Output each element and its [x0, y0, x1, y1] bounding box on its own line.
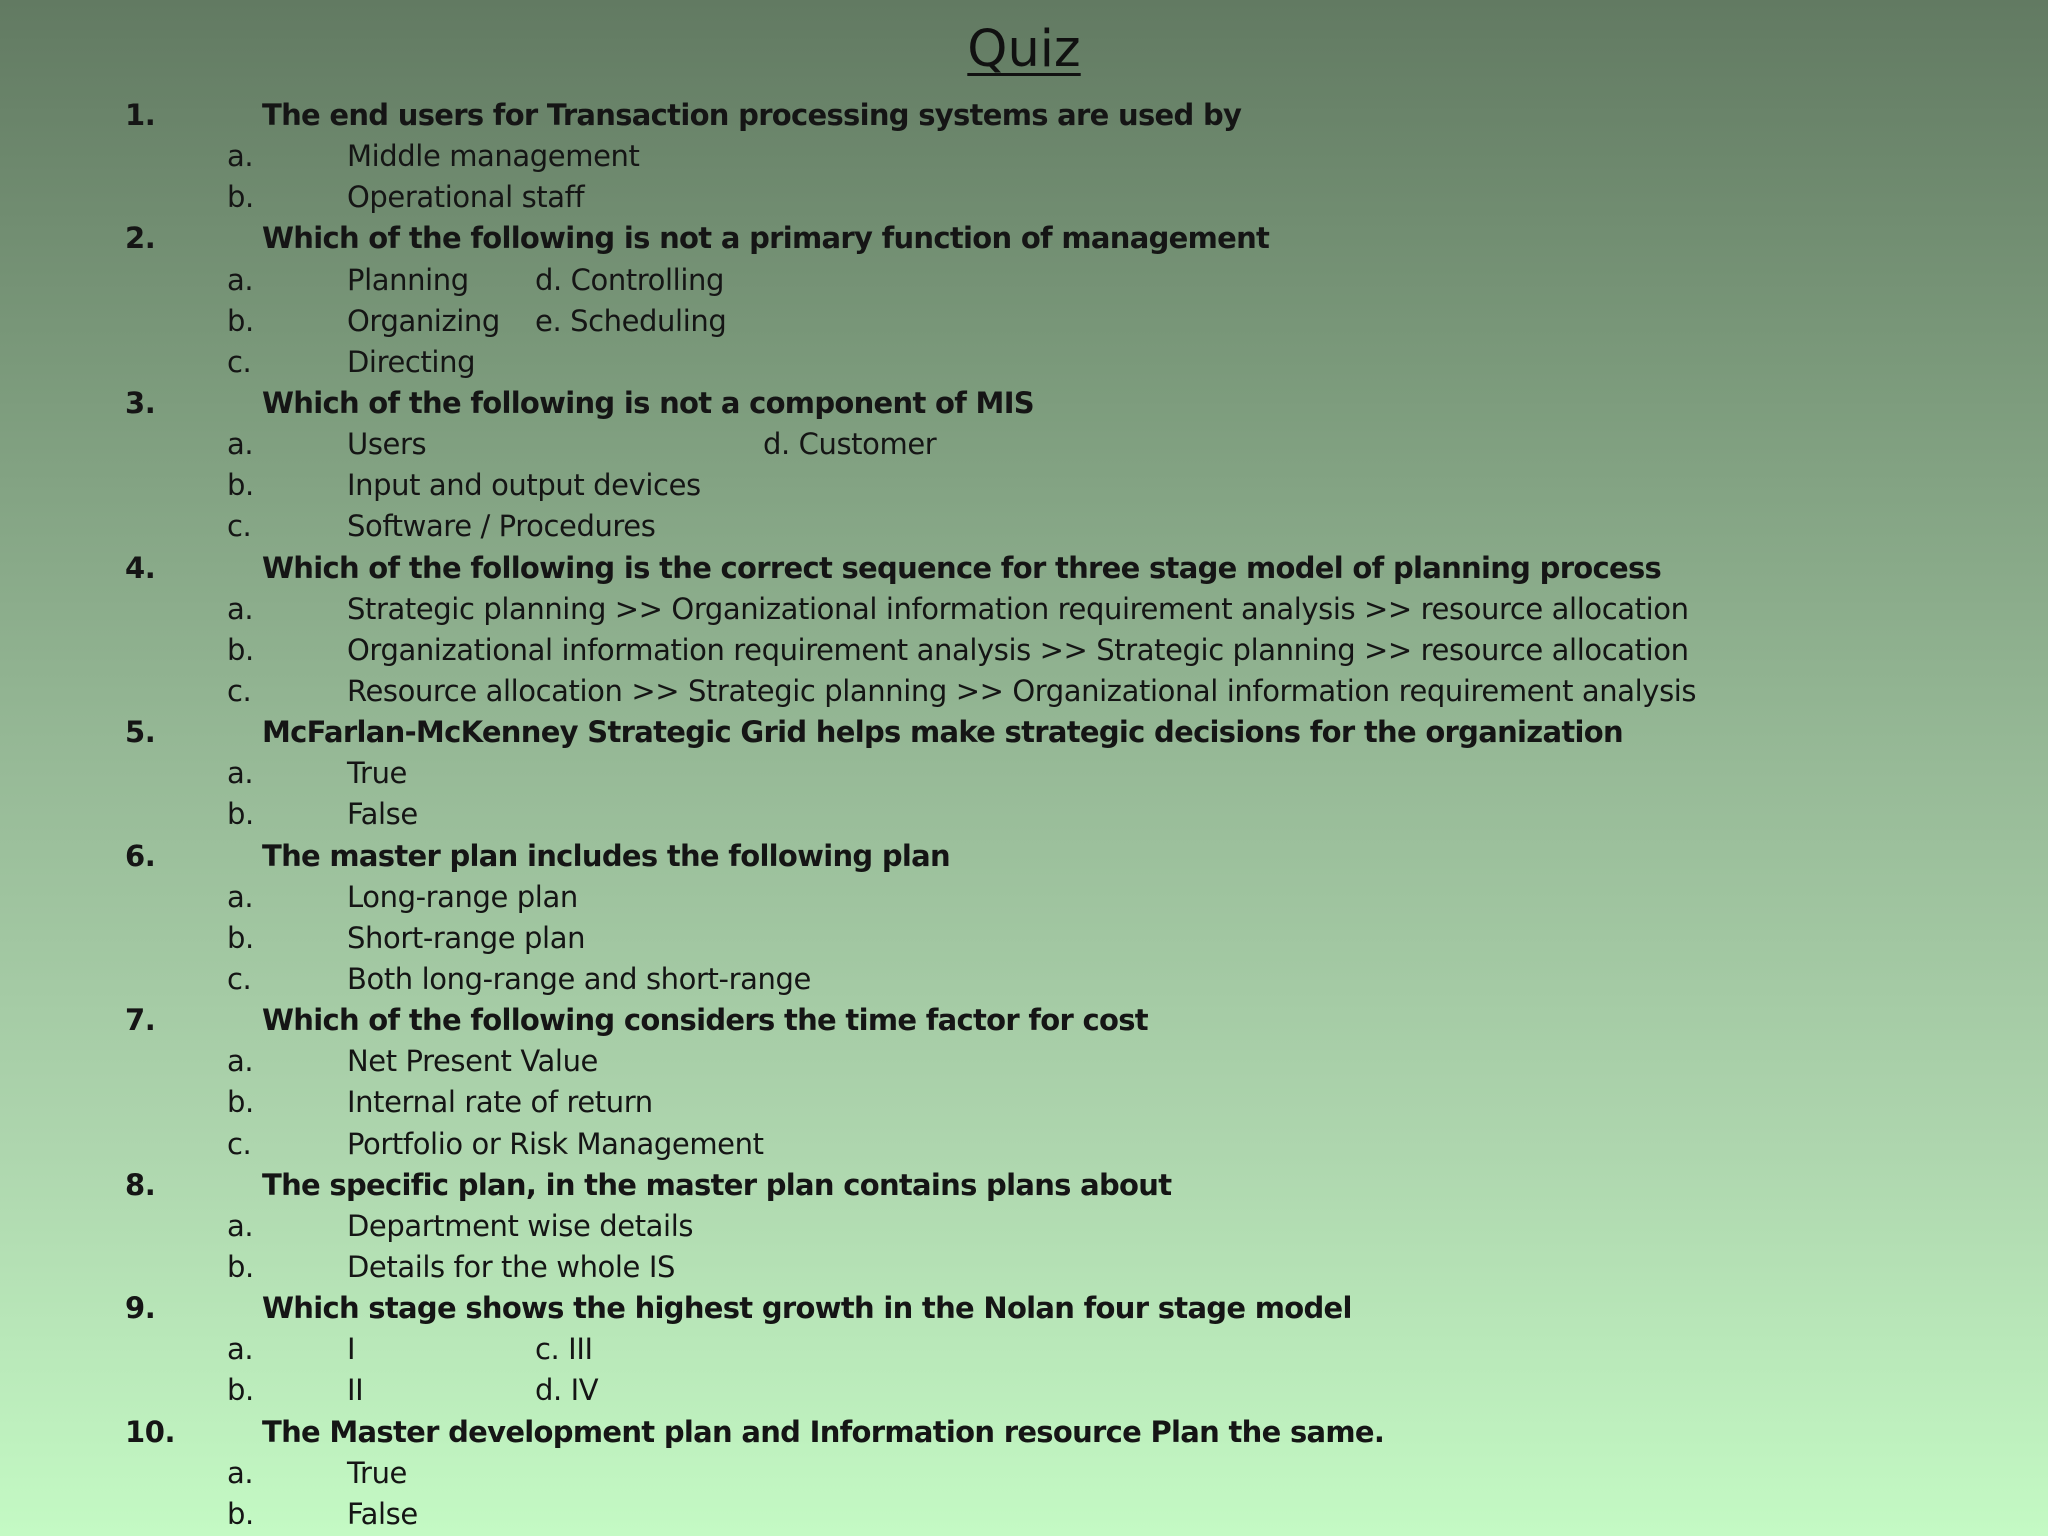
option-6b: [0, 918, 2048, 959]
option-letter: b.: [227, 1373, 254, 1408]
option-letter: b.: [227, 797, 254, 832]
option-5a: [0, 753, 2048, 794]
question-3: [0, 383, 2048, 424]
question-text: The end users for Transaction processing systems are used by: [262, 98, 1242, 132]
question-5: [0, 712, 2048, 753]
option-5b: [0, 794, 2048, 835]
option-letter: a.: [227, 591, 254, 626]
option-letter: b.: [227, 1085, 254, 1120]
option-text: Portfolio or Risk Management: [347, 1126, 764, 1161]
option-text: Organizational information requirement analysis >> Strategic planning >> resource allocation: [347, 632, 1689, 667]
option-letter: a.: [227, 262, 254, 297]
option-text: Directing: [347, 344, 476, 379]
option-letter: b.: [227, 180, 254, 215]
option-text: Net Present Value: [347, 1044, 598, 1079]
question-number: 10.: [125, 1414, 176, 1449]
question-7: [0, 1000, 2048, 1041]
option-1b: [0, 177, 2048, 218]
option-letter: b.: [227, 1249, 254, 1284]
option-letter: a.: [227, 427, 254, 462]
option-9c: c. III: [535, 1332, 593, 1367]
option-letter: a.: [227, 879, 254, 914]
question-4: [0, 548, 2048, 589]
option-7c: [0, 1124, 2048, 1165]
option-text: Details for the whole IS: [347, 1249, 675, 1284]
option-letter: c.: [227, 961, 252, 996]
option-text: Middle management: [347, 139, 640, 174]
option-text: True: [347, 756, 407, 791]
option-letter: b.: [227, 468, 254, 503]
question-number: 4.: [125, 550, 156, 585]
option-text: Both long-range and short-range: [347, 961, 811, 996]
question-text: Which of the following considers the time factor for cost: [262, 1003, 1148, 1038]
question-text: The specific plan, in the master plan contains plans about: [262, 1167, 1172, 1202]
option-6c: [0, 959, 2048, 1000]
question-9: [0, 1288, 2048, 1329]
option-text: Operational staff: [347, 180, 585, 215]
option-text: Strategic planning >> Organizational information requirement analysis >> resource allocation: [347, 591, 1689, 626]
option-4c: [0, 671, 2048, 712]
question-number: 2.: [125, 221, 156, 256]
question-text: Which of the following is not a component of MIS: [262, 385, 1034, 420]
option-10b: [0, 1494, 2048, 1535]
option-text: Internal rate of return: [347, 1085, 653, 1120]
option-9d: d. IV: [535, 1373, 599, 1408]
option-3a: [0, 424, 2048, 465]
option-text: Planning: [347, 262, 469, 297]
option-1a: [0, 136, 2048, 177]
question-6: [0, 836, 2048, 877]
question-text: Which of the following is the correct sequence for three stage model of planning process: [262, 550, 1662, 585]
option-text: I: [347, 1332, 356, 1367]
option-3d: d. Customer: [763, 427, 937, 462]
option-text: II: [347, 1373, 364, 1408]
question-number: 3.: [125, 385, 156, 420]
question-10: [0, 1412, 2048, 1453]
question-text: Which stage shows the highest growth in the Nolan four stage model: [262, 1291, 1352, 1326]
option-letter: a.: [227, 139, 254, 174]
option-text: True: [347, 1455, 407, 1490]
question-number: 9.: [125, 1291, 156, 1326]
option-text: Users: [347, 427, 427, 462]
option-text: Short-range plan: [347, 920, 586, 955]
option-letter: c.: [227, 344, 252, 379]
option-2c: [0, 342, 2048, 383]
option-letter: c.: [227, 673, 252, 708]
question-number: 5.: [125, 715, 156, 750]
option-text: Long-range plan: [347, 879, 578, 914]
option-10a: [0, 1453, 2048, 1494]
option-8a: [0, 1206, 2048, 1247]
option-2d: d. Controlling: [535, 262, 724, 297]
option-text: Resource allocation >> Strategic planning >> Organizational information requirement analysis: [347, 673, 1697, 708]
option-letter: c.: [227, 509, 252, 544]
option-letter: b.: [227, 303, 254, 338]
option-letter: a.: [227, 756, 254, 791]
option-letter: b.: [227, 632, 254, 667]
question-text: The master plan includes the following plan: [262, 838, 950, 873]
page-title: Quiz: [967, 20, 1081, 79]
option-9a: [0, 1329, 2048, 1370]
question-text: McFarlan-McKenney Strategic Grid helps make strategic decisions for the organization: [262, 715, 1623, 750]
option-6a: [0, 877, 2048, 918]
option-letter: a.: [227, 1332, 254, 1367]
question-text: The Master development plan and Information resource Plan the same.: [262, 1414, 1385, 1449]
question-number: 7.: [125, 1003, 156, 1038]
option-4b: [0, 630, 2048, 671]
option-3b: [0, 465, 2048, 506]
option-8b: [0, 1247, 2048, 1288]
option-2e: e. Scheduling: [535, 303, 727, 338]
option-7a: [0, 1041, 2048, 1082]
question-text: Which of the following is not a primary function of management: [262, 221, 1270, 256]
question-number: 6.: [125, 838, 156, 873]
option-9b: [0, 1370, 2048, 1411]
option-7b: [0, 1082, 2048, 1123]
question-1: [0, 95, 2048, 136]
quiz-list: [0, 95, 2048, 1535]
option-text: False: [347, 797, 418, 832]
option-letter: a.: [227, 1044, 254, 1079]
question-number: 8.: [125, 1167, 156, 1202]
option-text: Software / Procedures: [347, 509, 656, 544]
question-number: 1.: [125, 98, 156, 132]
option-3c: [0, 506, 2048, 547]
option-2a: [0, 260, 2048, 301]
option-text: False: [347, 1496, 418, 1531]
option-2b: [0, 301, 2048, 342]
option-letter: a.: [227, 1455, 254, 1490]
option-letter: a.: [227, 1208, 254, 1243]
option-text: Input and output devices: [347, 468, 701, 503]
option-letter: c.: [227, 1126, 252, 1161]
question-8: [0, 1165, 2048, 1206]
option-text: Organizing: [347, 303, 500, 338]
question-2: [0, 218, 2048, 259]
option-4a: [0, 589, 2048, 630]
option-letter: b.: [227, 920, 254, 955]
option-letter: b.: [227, 1496, 254, 1531]
option-text: Department wise details: [347, 1208, 694, 1243]
